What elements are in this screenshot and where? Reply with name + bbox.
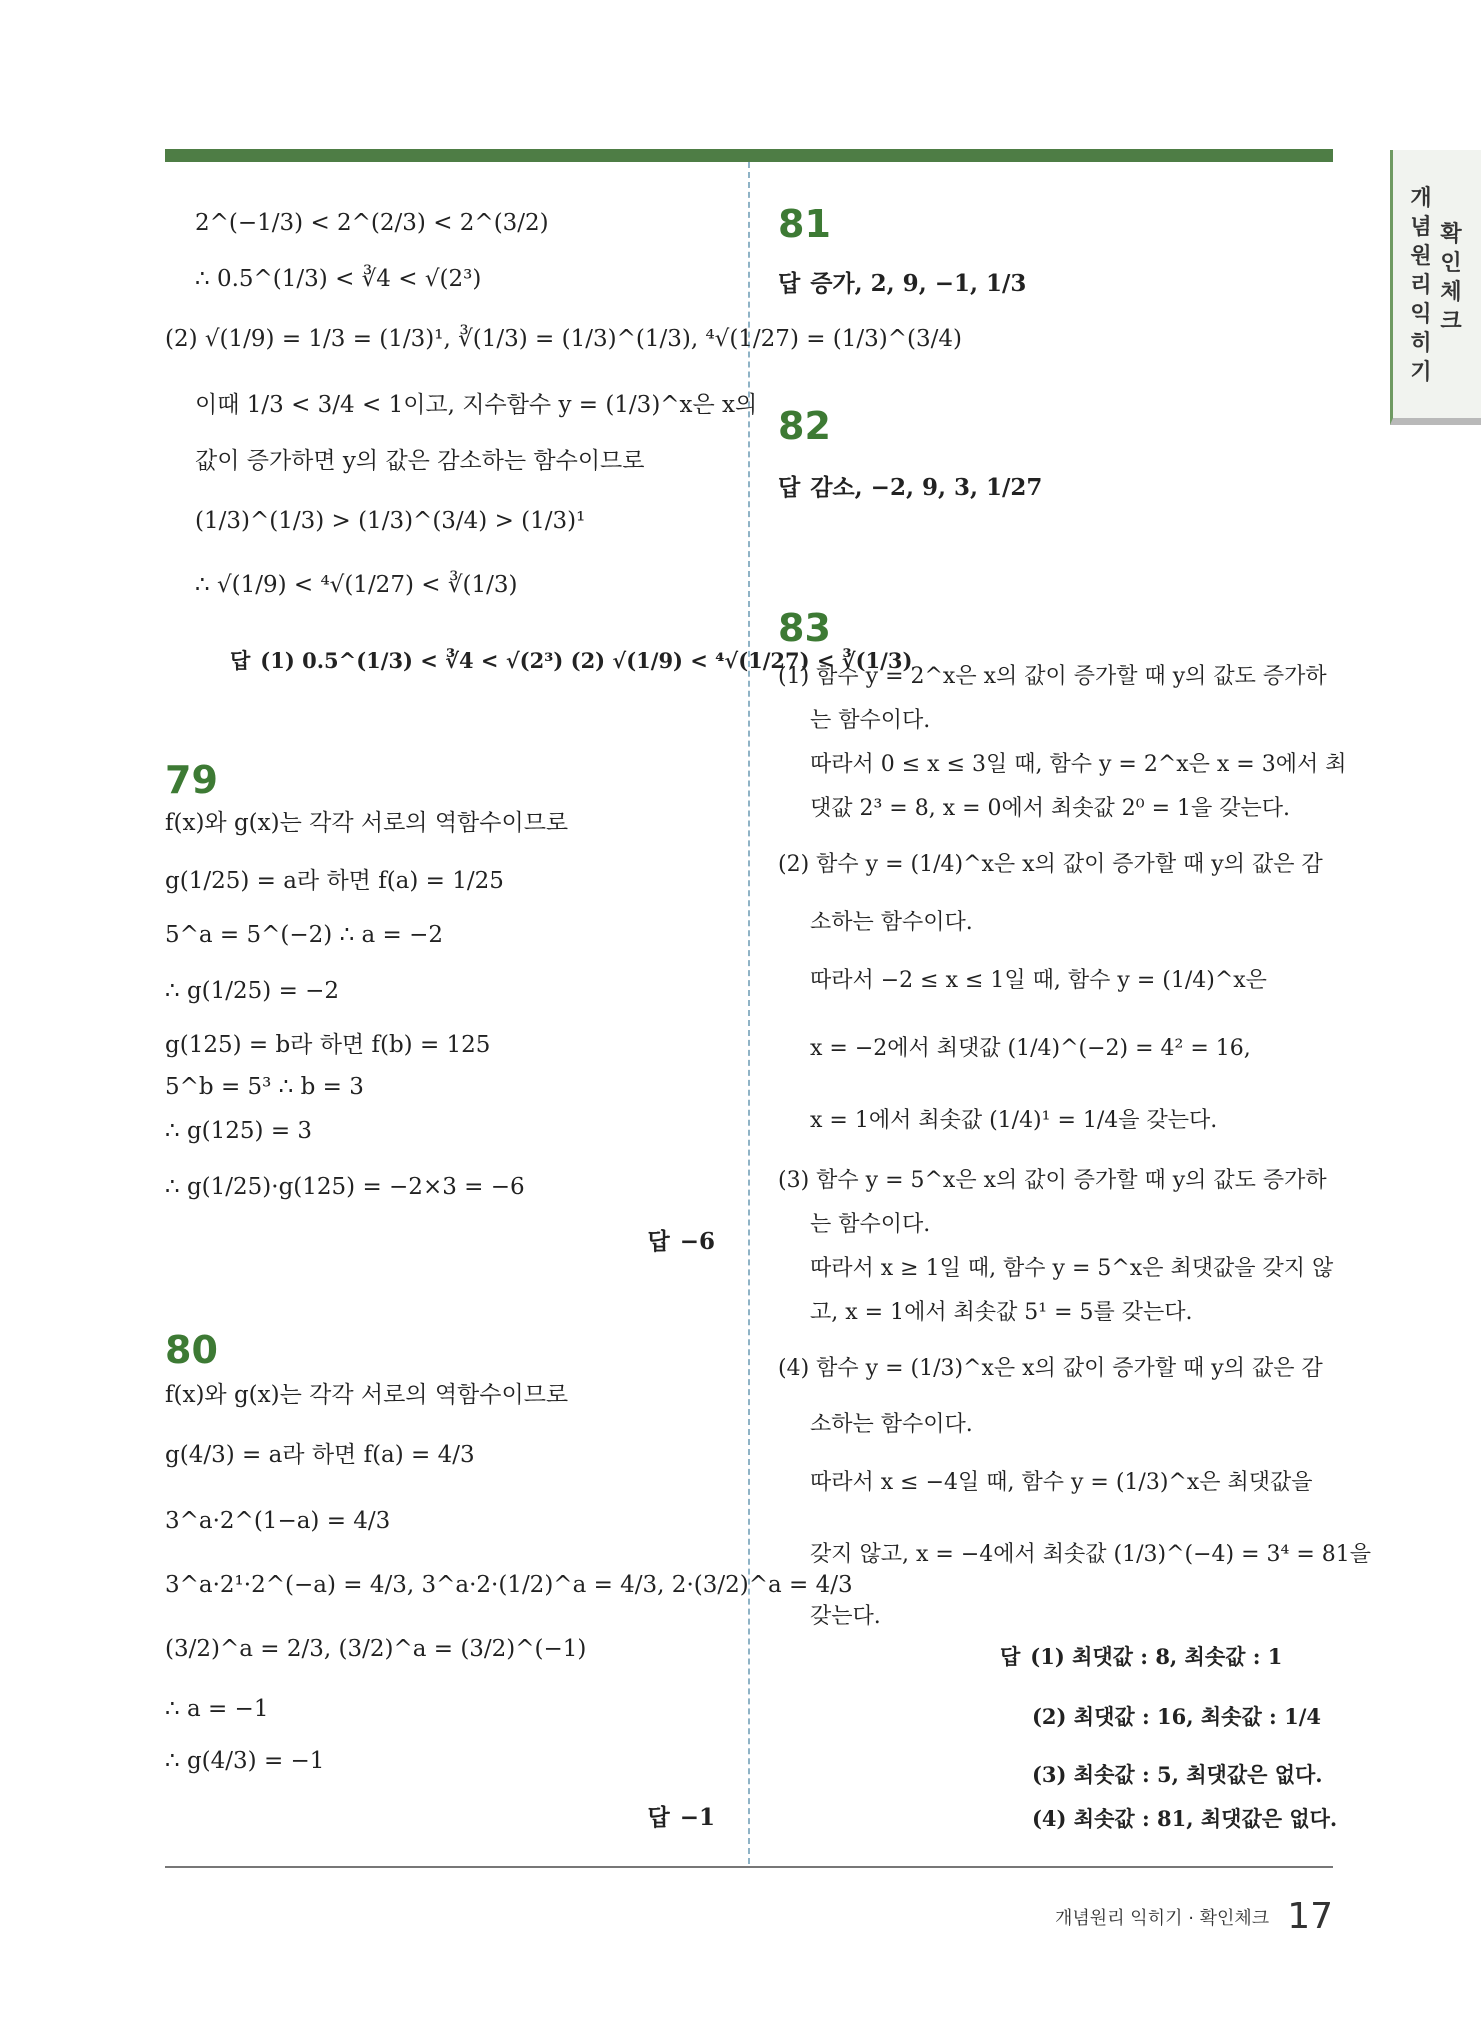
p83-line-17: 갖지 않고, x = −4에서 최솟값 (1/3)^(−4) = 3⁴ = 81을 <box>810 1542 1371 1567</box>
p80-line-3: 3^a·2^(1−a) = 4/3 <box>165 1508 391 1534</box>
p79-line-1: f(x)와 g(x)는 각각 서로의 역함수이므로 <box>165 810 569 836</box>
problem-80-number: 80 <box>165 1328 218 1372</box>
p83-line-2: 는 함수이다. <box>810 708 931 733</box>
p79-answer-text: −6 <box>679 1228 715 1255</box>
p83-line-16: 따라서 x ≤ −4일 때, 함수 y = (1/3)^x은 최댓값을 <box>810 1470 1313 1495</box>
p83-answer-4: (4) 최솟값 : 81, 최댓값은 없다. <box>1032 1806 1338 1831</box>
answer-mark: 답 <box>230 649 251 673</box>
p83-line-13: 고, x = 1에서 최솟값 5¹ = 5를 갖는다. <box>810 1300 1193 1325</box>
p83-line-1: (1) 함수 y = 2^x은 x의 값이 증가할 때 y의 값도 증가하 <box>778 664 1327 689</box>
footer <box>1055 1896 1333 1937</box>
side-tab-col2: 확 인 체 크 <box>1440 222 1462 334</box>
p80-line-7: ∴ g(4/3) = −1 <box>165 1748 325 1774</box>
p83-answer-1-text: (1) 최댓값 : 8, 최솟값 : 1 <box>1030 1644 1283 1669</box>
p82-answer-text: 감소, −2, 9, 3, 1/27 <box>810 474 1043 501</box>
p83-line-5: (2) 함수 y = (1/4)^x은 x의 값이 증가할 때 y의 값은 감 <box>778 852 1323 877</box>
top-green-bar <box>165 149 1333 162</box>
p80-line-1: f(x)와 g(x)는 각각 서로의 역함수이므로 <box>165 1382 569 1408</box>
p83-line-18: 갖는다. <box>810 1604 881 1629</box>
cont-line-2: ∴ 0.5^(1/3) < ∛4 < √(2³) <box>195 266 482 292</box>
p83-line-3: 따라서 0 ≤ x ≤ 3일 때, 함수 y = 2^x은 x = 3에서 최 <box>810 752 1347 777</box>
answer-mark: 답 <box>647 1805 670 1831</box>
p80-line-2: g(4/3) = a라 하면 f(a) = 4/3 <box>165 1442 475 1468</box>
p79-line-7: ∴ g(125) = 3 <box>165 1118 313 1144</box>
p83-line-6: 소하는 함수이다. <box>810 910 973 935</box>
p80-line-6: ∴ a = −1 <box>165 1696 269 1722</box>
bottom-rule <box>165 1866 1333 1868</box>
p83-answer-3: (3) 최솟값 : 5, 최댓값은 없다. <box>1032 1762 1323 1787</box>
p83-line-15: 소하는 함수이다. <box>810 1412 973 1437</box>
p79-line-6: 5^b = 5³ ∴ b = 3 <box>165 1074 364 1100</box>
p81-answer <box>778 270 1026 299</box>
answer-mark: 답 <box>1000 1645 1021 1669</box>
cont-line-4: 이때 1/3 < 3/4 < 1이고, 지수함수 y = (1/3)^x은 x의 <box>195 392 758 418</box>
p79-answer <box>648 1228 716 1257</box>
p79-line-2: g(1/25) = a라 하면 f(a) = 1/25 <box>165 868 504 894</box>
cont-line-5: 값이 증가하면 y의 값은 감소하는 함수이므로 <box>195 448 645 474</box>
cont-line-6: (1/3)^(1/3) > (1/3)^(3/4) > (1/3)¹ <box>195 508 586 534</box>
p83-answer-1 <box>1000 1644 1282 1670</box>
problem-79-number: 79 <box>165 758 218 802</box>
p79-line-8: ∴ g(1/25)·g(125) = −2×3 = −6 <box>165 1174 525 1200</box>
p80-line-5: (3/2)^a = 2/3, (3/2)^a = (3/2)^(−1) <box>165 1636 587 1662</box>
p79-line-3: 5^a = 5^(−2) ∴ a = −2 <box>165 922 444 948</box>
p82-answer <box>778 474 1042 503</box>
p81-answer-text: 증가, 2, 9, −1, 1/3 <box>810 270 1027 297</box>
p80-answer <box>648 1804 716 1833</box>
cont-line-3: (2) √(1/9) = 1/3 = (1/3)¹, ∛(1/3) = (1/3)^(1/3), ⁴√(1/27) = (1/3)^(3/4) <box>165 326 963 352</box>
answer-mark: 답 <box>647 1229 670 1255</box>
side-tab-col1: 개 념 원 리 익 히 기 <box>1410 186 1432 385</box>
p80-answer-text: −1 <box>679 1804 715 1831</box>
cont-line-7: ∴ √(1/9) < ⁴√(1/27) < ∛(1/3) <box>195 572 518 598</box>
p83-line-7: 따라서 −2 ≤ x ≤ 1일 때, 함수 y = (1/4)^x은 <box>810 968 1267 993</box>
p80-line-4: 3^a·2¹·2^(−a) = 4/3, 3^a·2·(1/2)^a = 4/3, 2·(3/2)^a = 4/3 <box>165 1572 853 1598</box>
p83-line-4: 댓값 2³ = 8, x = 0에서 최솟값 2⁰ = 1을 갖는다. <box>810 796 1291 821</box>
p83-line-12: 따라서 x ≥ 1일 때, 함수 y = 5^x은 최댓값을 갖지 않 <box>810 1256 1334 1281</box>
p83-answer-2: (2) 최댓값 : 16, 최솟값 : 1/4 <box>1032 1704 1321 1729</box>
p79-line-4: ∴ g(1/25) = −2 <box>165 978 340 1004</box>
problem-83-number: 83 <box>778 606 831 650</box>
answer-mark: 답 <box>778 271 801 297</box>
problem-82-number: 82 <box>778 404 831 448</box>
cont-line-1: 2^(−1/3) < 2^(2/3) < 2^(3/2) <box>195 210 549 236</box>
p83-line-8: x = −2에서 최댓값 (1/4)^(−2) = 4² = 16, <box>810 1036 1251 1061</box>
p83-line-9: x = 1에서 최솟값 (1/4)¹ = 1/4을 갖는다. <box>810 1108 1218 1133</box>
answer-mark: 답 <box>778 475 801 501</box>
p83-line-11: 는 함수이다. <box>810 1212 931 1237</box>
p83-line-14: (4) 함수 y = (1/3)^x은 x의 값이 증가할 때 y의 값은 감 <box>778 1356 1323 1381</box>
footer-title: 개념원리 익히기 · 확인체크 <box>1055 1907 1270 1929</box>
page-number: 17 <box>1287 1896 1333 1937</box>
p79-line-5: g(125) = b라 하면 f(b) = 125 <box>165 1032 491 1058</box>
p83-line-10: (3) 함수 y = 5^x은 x의 값이 증가할 때 y의 값도 증가하 <box>778 1168 1327 1193</box>
cont-answer-text: (1) 0.5^(1/3) < ∛4 < √(2³) (2) √(1/9) < ⁴√(1/27) < ∛(1/3) <box>260 648 913 673</box>
problem-81-number: 81 <box>778 202 831 246</box>
side-tab <box>1390 150 1481 425</box>
